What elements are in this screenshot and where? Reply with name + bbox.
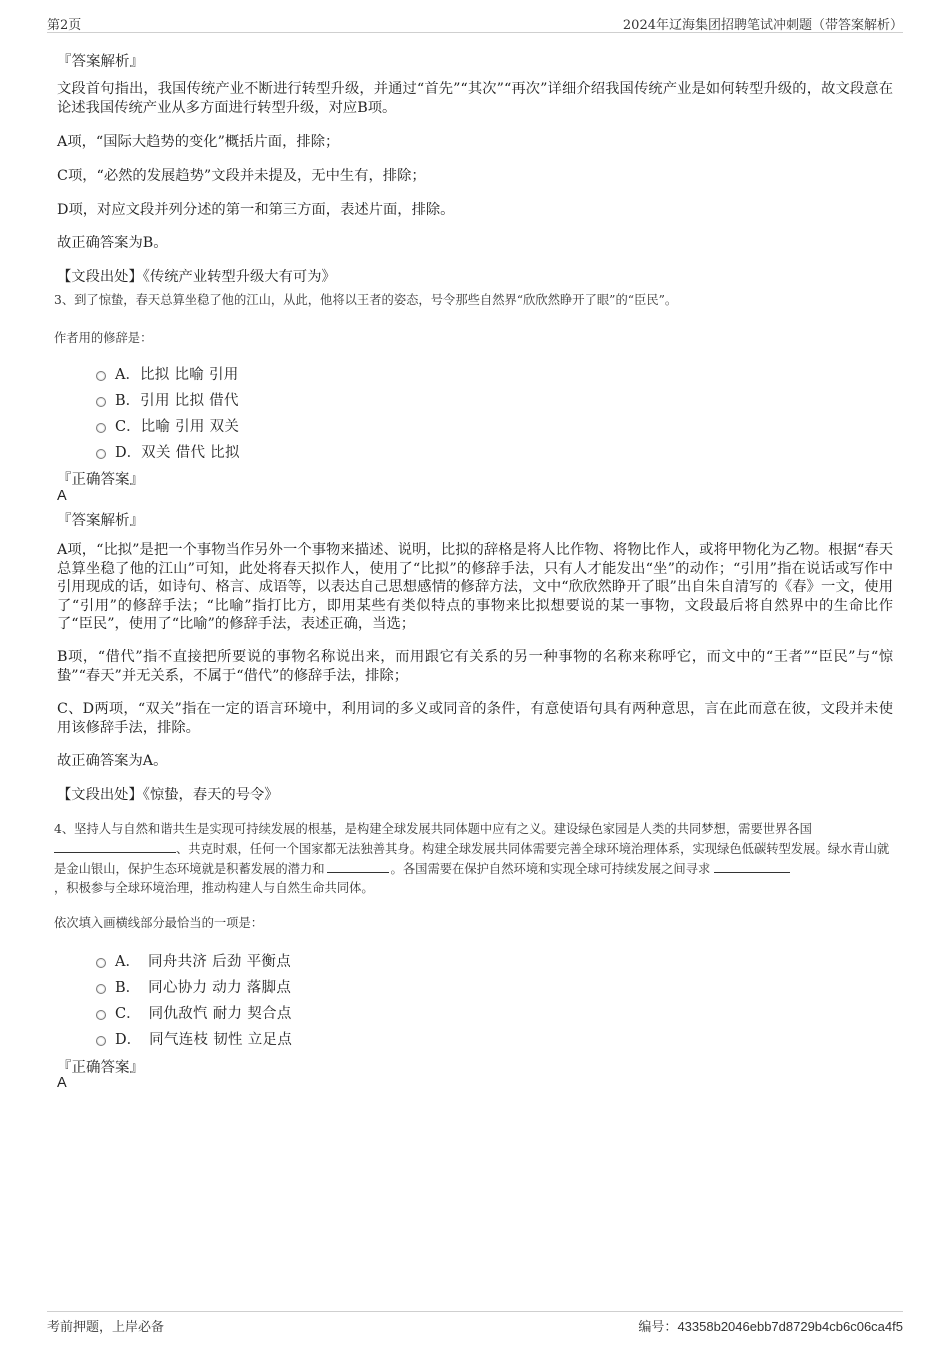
page-number: 第2页 (47, 18, 82, 33)
q4-option-b[interactable] (96, 976, 291, 997)
radio-button-icon[interactable] (96, 958, 106, 968)
q3-option-a[interactable] (96, 363, 239, 384)
q3-answer: A (57, 488, 67, 504)
document-code-label: 编号： (638, 1320, 678, 1335)
option-text: 同心协力 动力 落脚点 (148, 980, 292, 996)
q2-conclusion: 故正确答案为B。 (57, 235, 168, 251)
option-key: B． (115, 393, 141, 409)
q2-analysis-label: 『答案解析』 (57, 54, 144, 70)
q4-stem (54, 820, 894, 898)
q4-option-a[interactable] (96, 950, 291, 971)
option-key: B． (115, 980, 141, 996)
option-text: 同气连枝 韧性 立足点 (149, 1032, 293, 1048)
q4-prompt: 依次填入画横线部分最恰当的一项是： (54, 916, 264, 930)
option-text: 比喻 引用 双关 (140, 419, 240, 435)
radio-button-icon[interactable] (96, 423, 106, 433)
q2-source: 【文段出处】《传统产业转型升级大有可为》 (57, 269, 336, 285)
q3-conclusion: 故正确答案为A。 (57, 753, 168, 769)
q3-prompt: 作者用的修辞是： (54, 331, 153, 345)
radio-button-icon[interactable] (96, 1010, 106, 1020)
option-key: C． (115, 419, 141, 435)
q4-option-d[interactable] (96, 1028, 292, 1049)
option-text: 双关 借代 比拟 (141, 445, 240, 461)
option-key: C． (115, 1006, 141, 1022)
page-footer (47, 1311, 903, 1334)
radio-button-icon[interactable] (96, 449, 106, 459)
option-key: A． (115, 367, 140, 383)
q3-option-c[interactable] (96, 415, 239, 436)
q4-stem-part-1: 4、坚持人与自然和谐共生是实现可持续发展的根基，是构建全球发展共同体题中应有之义。建设绿色家园是人类的共同梦想，需要世界各国 (54, 822, 812, 836)
footer-slogan: 考前押题，上岸必备 (47, 1320, 165, 1335)
q3-option-b[interactable] (96, 389, 239, 410)
q3-answer-label: 『正确答案』 (57, 472, 144, 488)
q3-analysis-option-b: B项，“借代”指不直接把所要说的事物名称说出来，而用跟它有关系的另一种事物的名称来称呼它，而文中的“王者”“臣民”与“惊蛰”“春天”并无关系，不属于“借代”的修辞手法，排除； (57, 649, 893, 684)
option-text: 同仇敌忾 耐力 契合点 (148, 1006, 292, 1022)
q3-source: 【文段出处】《惊蛰，春天的号令》 (57, 787, 279, 803)
radio-button-icon[interactable] (96, 984, 106, 994)
q4-stem-part-3: 。各国需要在保护自然环境和实现全球可持续发展之间寻求 (390, 862, 711, 876)
option-text: 引用 比拟 借代 (140, 393, 239, 409)
document-code-value: 43358b2046ebb7d8729b4cb6c06ca4f5 (677, 1319, 903, 1334)
q3-option-d[interactable] (96, 441, 240, 462)
q3-stem: 3、到了惊蛰，春天总算坐稳了他的江山，从此，他将以王者的姿态，号令那些自然界“欣欣然睁开了眼”的“臣民”。 (54, 293, 678, 307)
q2-analysis-option-c: C项，“必然的发展趋势”文段并未提及，无中生有，排除； (57, 168, 426, 184)
q4-stem-part-2: 、共克时艰，任何一个国家都无法独善其身。构建全球发展共同体需要完善全球环境治理体系，实现绿色低碳转型发展。绿水青山就是金山银山，保护生态环境就是积蓄发展的潜力和 (54, 842, 890, 876)
q4-answer-label: 『正确答案』 (57, 1060, 144, 1076)
q2-analysis-paragraph: 文段首句指出，我国传统产业不断进行转型升级，并通过“首先”“其次”“再次”详细介绍我国传统产业是如何转型升级的，故文段意在论述我国传统产业从多方面进行转型升级，对应B项。 (57, 81, 893, 116)
document-title: 2024年辽海集团招聘笔试冲刺题（带答案解析） (622, 18, 903, 33)
q2-analysis-option-d: D项，对应文段并列分述的第一和第三方面，表述片面，排除。 (57, 202, 455, 218)
fill-blank-3 (714, 859, 790, 873)
q3-analysis-label: 『答案解析』 (57, 513, 144, 529)
q4-stem-part-4: ，积极参与全球环境治理，推动构建人与自然生命共同体。 (54, 881, 374, 895)
radio-button-icon[interactable] (96, 397, 106, 407)
fill-blank-2 (327, 859, 389, 873)
option-key: D． (115, 445, 142, 461)
fill-blank-1 (54, 839, 176, 853)
q2-analysis-option-a: A项，“国际大趋势的变化”概括片面，排除； (57, 134, 340, 150)
option-key: D． (115, 1032, 142, 1048)
option-key: A． (115, 954, 140, 970)
option-text: 同舟共济 后劲 平衡点 (147, 954, 292, 970)
document-code (638, 1316, 903, 1335)
q3-analysis-option-cd: C、D两项，“双关”指在一定的语言环境中，利用词的多义或同音的条件，有意使语句具有两种意思，言在此而意在彼，文段并未使用该修辞手法，排除。 (57, 701, 893, 736)
q3-analysis-option-a: A项，“比拟”是把一个事物当作另外一个事物来描述、说明，比拟的辞格是将人比作物、将物比作人，或将甲物化为乙物。根据“春天总算坐稳了他的江山”可知，此处将春天拟作人，使用了“比拟”的修辞手法，只有人才能发出“坐”的动作；“引用”指在说话或写作中引用现成的话，如诗句、格言、成语等，以表达自己思想感情的修辞方法，文中“欣欣然睁开了眼”出自朱自清写的《春》一文，使用了“引用”的修辞手法；“比喻”指打比方，即用某些有类似特点的事物来比拟想要说的某一事物，文段最后将自然界中的生命比作了“臣民”，使用了“比喻”的修辞手法，表述正确，当选； (57, 542, 893, 632)
option-text: 比拟 比喻 引用 (139, 367, 239, 383)
q4-option-c[interactable] (96, 1002, 292, 1023)
radio-button-icon[interactable] (96, 1036, 106, 1046)
page-header (47, 12, 903, 33)
radio-button-icon[interactable] (96, 371, 106, 381)
q4-answer: A (57, 1075, 67, 1091)
